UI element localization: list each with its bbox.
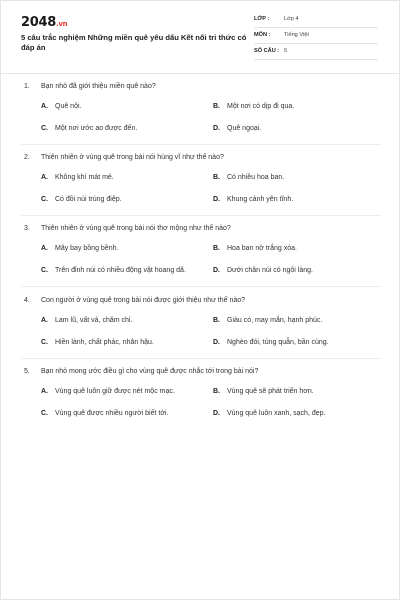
option-b[interactable] xyxy=(213,174,284,181)
option-letter: D. xyxy=(213,339,220,346)
question-number: 5. xyxy=(24,368,30,375)
divider xyxy=(21,358,381,359)
option-text: Một nơi ước ao được đến. xyxy=(55,125,138,132)
divider xyxy=(21,286,381,287)
option-letter: C. xyxy=(41,410,48,417)
option-c[interactable] xyxy=(41,196,122,203)
option-letter: B. xyxy=(213,388,220,395)
meta-question-count-value: 5 xyxy=(284,48,288,54)
option-a[interactable] xyxy=(41,103,81,110)
option-d[interactable] xyxy=(213,125,261,132)
option-a[interactable] xyxy=(41,317,132,324)
option-text: Vùng quê được nhiều người biết tới. xyxy=(55,410,169,417)
question-number: 1. xyxy=(24,83,30,90)
divider xyxy=(21,144,381,145)
meta-subject-value: Tiếng Việt xyxy=(284,32,309,38)
meta-question-count xyxy=(254,45,378,60)
meta-question-count-label: SỐ CÂU : xyxy=(254,48,280,54)
option-b[interactable] xyxy=(213,103,294,110)
option-b[interactable] xyxy=(213,388,314,395)
question-text: Thiên nhiên ở vùng quê trong bài nói hùng vĩ như thế nào? xyxy=(41,154,224,161)
option-letter: D. xyxy=(213,125,220,132)
question-number: 4. xyxy=(24,297,30,304)
meta-subject xyxy=(254,29,378,44)
option-c[interactable] xyxy=(41,410,168,417)
option-text: Trên đỉnh núi có nhiều động vật hoang dã. xyxy=(55,267,186,274)
logo-main: 2048 xyxy=(21,15,56,30)
option-letter: C. xyxy=(41,196,48,203)
option-b[interactable] xyxy=(213,317,322,324)
option-d[interactable] xyxy=(213,339,329,346)
question-text: Thiên nhiên ở vùng quê trong bài nói thơ mộng như thế nào? xyxy=(41,225,231,232)
option-text: Quê nội. xyxy=(55,103,82,110)
option-a[interactable] xyxy=(41,245,118,252)
option-c[interactable] xyxy=(41,125,137,132)
option-text: Có đồi núi trùng điệp. xyxy=(55,196,122,203)
option-letter: B. xyxy=(213,245,220,252)
question-number: 2. xyxy=(24,154,30,161)
meta-grade-value: Lớp 4 xyxy=(284,16,299,22)
page-header xyxy=(1,1,400,74)
option-text: Dưới chân núi có ngôi làng. xyxy=(227,267,313,274)
option-a[interactable] xyxy=(41,388,175,395)
option-a[interactable] xyxy=(41,174,114,181)
site-logo[interactable] xyxy=(21,15,67,30)
option-text: Vùng quê sẽ phát triển hơn. xyxy=(227,388,314,395)
question-number: 3. xyxy=(24,225,30,232)
option-text: Hiền lành, chất phác, nhân hậu. xyxy=(55,339,154,346)
option-letter: A. xyxy=(41,174,48,181)
option-letter: A. xyxy=(41,388,48,395)
option-text: Có nhiều hoa ban. xyxy=(227,174,285,181)
option-text: Lam lũ, vất vả, chăm chỉ. xyxy=(55,317,133,324)
document-title: 5 câu trắc nghiệm Những miền quê yêu dấu Kết nối tri thức có đáp án xyxy=(21,33,247,52)
divider xyxy=(21,215,381,216)
option-letter: B. xyxy=(213,103,220,110)
option-text: Mây bay bồng bềnh. xyxy=(55,245,119,252)
option-b[interactable] xyxy=(213,245,297,252)
option-text: Không khí mát mẻ. xyxy=(55,174,114,181)
question-text: Con người ở vùng quê trong bài nói được giới thiệu như thế nào? xyxy=(41,297,246,304)
logo-suffix: .vn xyxy=(55,20,68,28)
option-letter: C. xyxy=(41,125,48,132)
meta-grade-label: LỚP : xyxy=(254,16,270,22)
option-letter: D. xyxy=(213,267,220,274)
option-letter: A. xyxy=(41,317,48,324)
option-c[interactable] xyxy=(41,339,154,346)
option-letter: D. xyxy=(213,196,220,203)
option-letter: C. xyxy=(41,267,48,274)
option-text: Nghèo đói, túng quẫn, bần cùng. xyxy=(227,339,329,346)
question-text: Bạn nhỏ mong ước điều gì cho vùng quê được nhắc tới trong bài nói? xyxy=(41,368,259,375)
option-letter: B. xyxy=(213,317,220,324)
option-letter: B. xyxy=(213,174,220,181)
option-c[interactable] xyxy=(41,267,186,274)
option-letter: C. xyxy=(41,339,48,346)
option-text: Vùng quê luôn giữ được nét mộc mạc. xyxy=(55,388,175,395)
option-text: Quê ngoại. xyxy=(227,125,262,132)
option-text: Giàu có, may mắn, hạnh phúc. xyxy=(227,317,323,324)
option-d[interactable] xyxy=(213,267,313,274)
option-letter: A. xyxy=(41,245,48,252)
option-text: Vùng quê luôn xanh, sạch, đẹp. xyxy=(227,410,326,417)
option-text: Hoa ban nở trắng xóa. xyxy=(227,245,297,252)
option-d[interactable] xyxy=(213,196,293,203)
option-text: Một nơi có dịp đi qua. xyxy=(227,103,295,110)
option-text: Khung cảnh yên tĩnh. xyxy=(227,196,294,203)
option-d[interactable] xyxy=(213,410,325,417)
meta-subject-label: MÔN : xyxy=(254,32,271,38)
option-letter: D. xyxy=(213,410,220,417)
option-letter: A. xyxy=(41,103,48,110)
question-text: Bạn nhỏ đã giới thiệu miền quê nào? xyxy=(41,83,156,90)
meta-grade xyxy=(254,13,378,28)
